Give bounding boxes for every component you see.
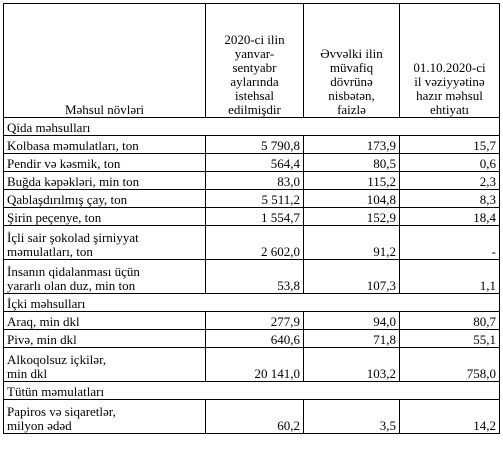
table-row [4,154,500,172]
section-row [4,382,500,400]
stock-value: 55,1 [400,330,500,348]
production-value: 5 790,8 [206,136,304,154]
table-row [4,312,500,330]
section-title: İçki məhsulları [4,294,500,312]
percent-value: 115,2 [304,172,400,190]
percent-value: 152,9 [304,208,400,226]
product-name: Qablaşdırılmış çay, ton [4,190,206,208]
product-name: Araq, min dkl [4,312,206,330]
stock-value: 14,2 [400,400,500,434]
table-row [4,190,500,208]
percent-value: 91,2 [304,226,400,260]
table-row [4,400,500,434]
percent-value: 103,2 [304,348,400,382]
production-value: 277,9 [206,312,304,330]
header-percent: Əvvəlki ilin müvafiq dövrünə nisbətən, faizlə [304,4,400,118]
product-name: Papiros və siqaretlər, milyon ədəd [4,400,206,434]
product-name: Pendir və kəsmik, ton [4,154,206,172]
production-table [3,3,500,434]
production-value: 5 511,2 [206,190,304,208]
table-row [4,226,500,260]
stock-value: 758,0 [400,348,500,382]
table-row [4,136,500,154]
production-value: 20 141,0 [206,348,304,382]
production-value: 2 602,0 [206,226,304,260]
percent-value: 104,8 [304,190,400,208]
header-production: 2020-ci ilin yanvar- sentyabr aylarında istehsal edilmişdir [206,4,304,118]
header-stock: 01.10.2020-ci il vəziyyətinə hazır məhsul ehtiyatı [400,4,500,118]
product-name: Şirin peçenye, ton [4,208,206,226]
production-value: 83,0 [206,172,304,190]
table-body [4,118,500,434]
percent-value: 3,5 [304,400,400,434]
percent-value: 107,3 [304,260,400,294]
stock-value: 0,6 [400,154,500,172]
product-name: İnsanın qidalanması üçün yararlı olan duz, min ton [4,260,206,294]
percent-value: 80,5 [304,154,400,172]
product-name: Buğda kəpəkləri, min ton [4,172,206,190]
section-row [4,294,500,312]
header-product-types: Məhsul növləri [4,4,206,118]
stock-value: - [400,226,500,260]
production-value: 564,4 [206,154,304,172]
stock-value: 80,7 [400,312,500,330]
stock-value: 18,4 [400,208,500,226]
table-row [4,260,500,294]
product-name: Pivə, min dkl [4,330,206,348]
production-value: 640,6 [206,330,304,348]
stock-value: 8,3 [400,190,500,208]
product-name: İçli sair şokolad şirniyyat məmulatları, ton [4,226,206,260]
table-row [4,330,500,348]
product-name: Kolbasa məmulatları, ton [4,136,206,154]
stock-value: 2,3 [400,172,500,190]
percent-value: 173,9 [304,136,400,154]
table-row [4,208,500,226]
production-value: 53,8 [206,260,304,294]
section-title: Tütün məmulatları [4,382,500,400]
header-row [4,4,500,118]
production-value: 1 554,7 [206,208,304,226]
section-row [4,118,500,136]
production-value: 60,2 [206,400,304,434]
percent-value: 94,0 [304,312,400,330]
table-row [4,348,500,382]
table-row [4,172,500,190]
stock-value: 1,1 [400,260,500,294]
percent-value: 71,8 [304,330,400,348]
product-name: Alkoqolsuz içkilər, min dkl [4,348,206,382]
section-title: Qida məhsulları [4,118,500,136]
stock-value: 15,7 [400,136,500,154]
